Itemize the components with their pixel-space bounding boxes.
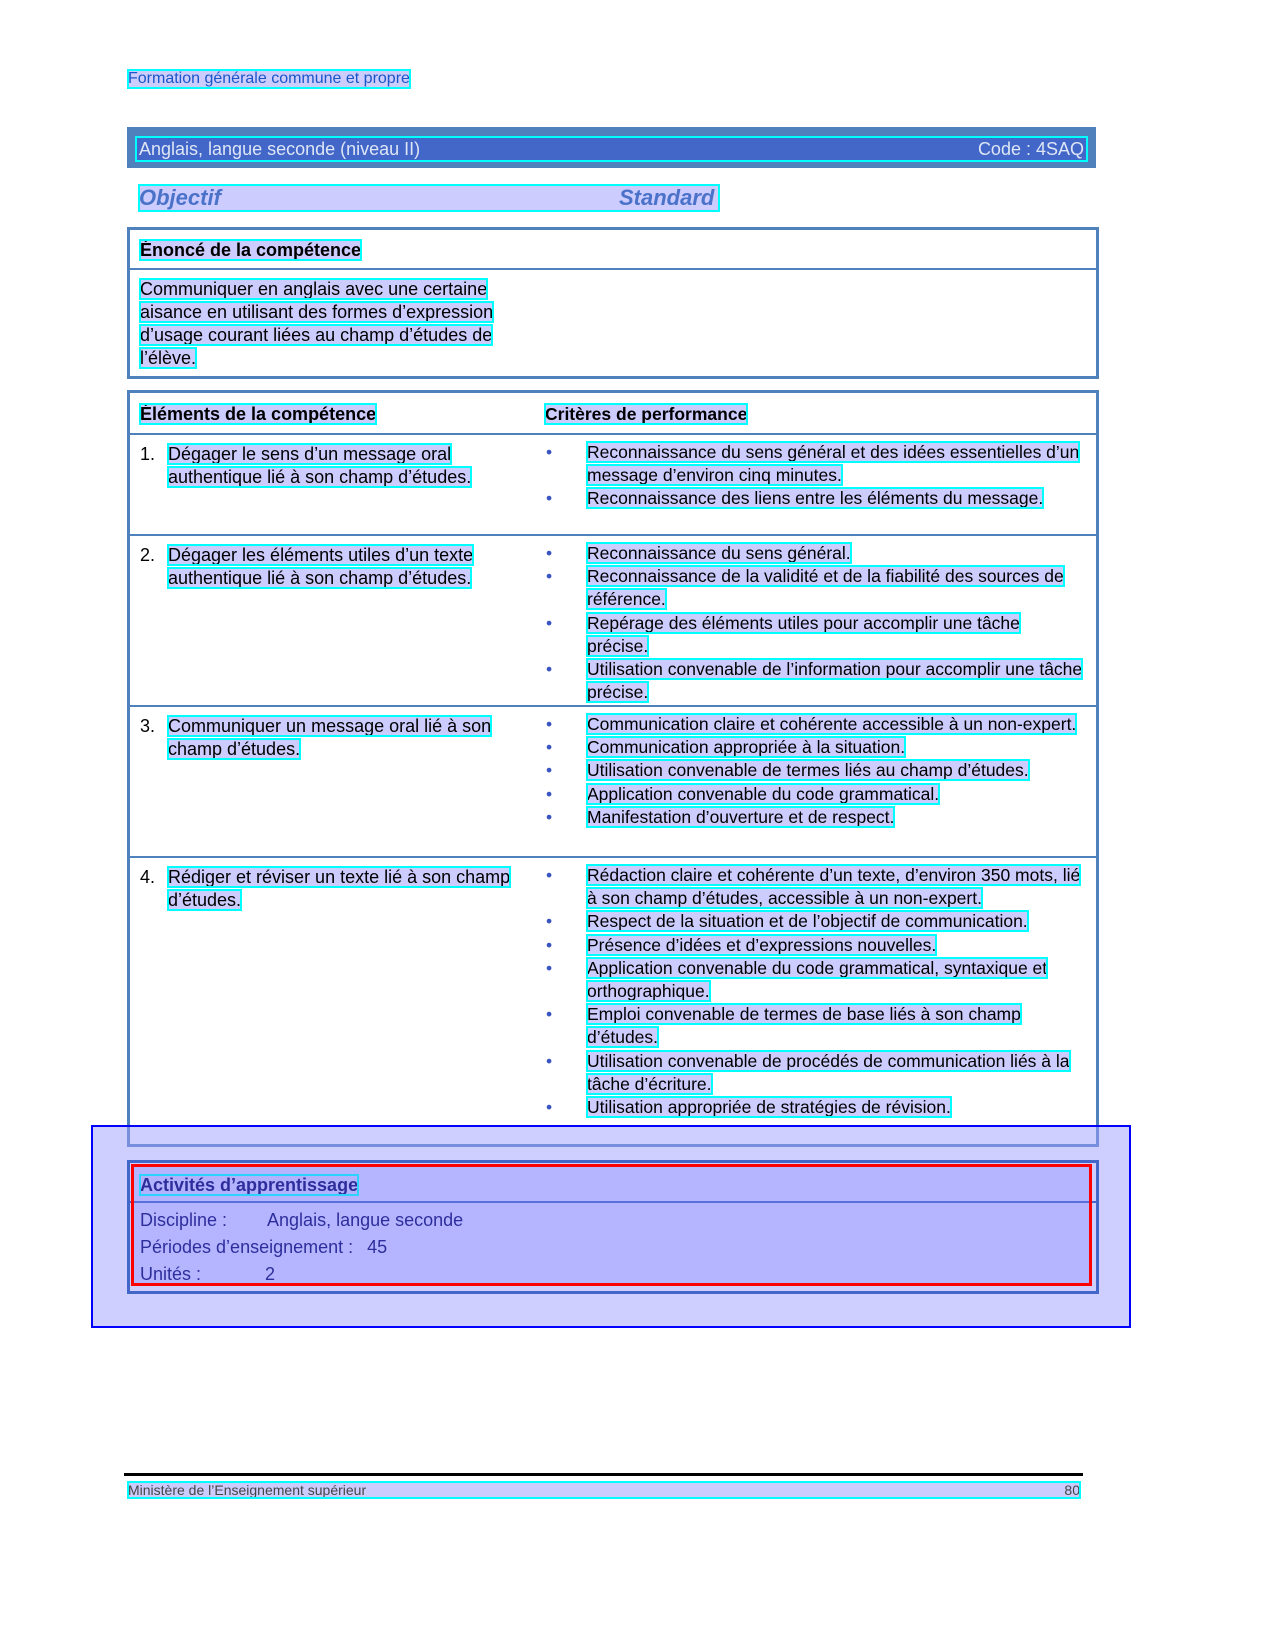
criterion-text: Repérage des éléments utiles pour accomplir une tâche précise. xyxy=(587,612,1020,656)
element-number: 3. xyxy=(140,716,156,736)
criteria-table xyxy=(127,390,1099,1147)
element-number: 4. xyxy=(140,867,156,887)
objective-standard-header xyxy=(139,185,719,211)
criterion-text: Communication appropriée à la situation. xyxy=(587,737,906,758)
statement-line: Communiquer en anglais avec une certaine xyxy=(140,279,488,299)
criterion-item xyxy=(545,736,1085,759)
criterion-item xyxy=(545,934,1085,957)
element-number: 2. xyxy=(140,545,156,565)
program-title: Formation générale commune et propre xyxy=(128,70,410,87)
units-label: Unités : xyxy=(140,1264,202,1284)
page-number: 80 xyxy=(1064,1482,1080,1498)
course-code: Code : 4SAQ xyxy=(977,139,1084,159)
criterion-text: Utilisation convenable de procédés de communication liés à la tâche d’écriture. xyxy=(587,1050,1070,1094)
element-text: Rédiger et réviser un texte lié à son champ d’études. xyxy=(168,867,511,910)
col-elements: Éléments de la compétence xyxy=(140,404,377,424)
criterion-item xyxy=(545,542,1085,565)
table-row xyxy=(130,536,1096,707)
discipline-label: Discipline : xyxy=(140,1210,228,1230)
periods-label: Périodes d’enseignement : xyxy=(140,1237,354,1257)
table-row xyxy=(130,858,1096,1144)
competency-element xyxy=(140,443,530,489)
table-header xyxy=(130,393,1096,435)
footer-ministry: Ministère de l’Enseignement supérieur xyxy=(128,1482,367,1498)
units-value: 2 xyxy=(265,1264,276,1284)
criterion-item xyxy=(545,1003,1085,1049)
standard-label: Standard xyxy=(619,185,715,210)
criterion-item xyxy=(545,565,1085,611)
statement-line: aisance en utilisant des formes d’expression xyxy=(140,302,494,322)
criterion-item xyxy=(545,910,1085,933)
statement-line: d’usage courant liées au champ d’études de xyxy=(140,325,493,345)
competency-element xyxy=(140,715,530,761)
criterion-item xyxy=(545,441,1085,487)
criterion-text: Application convenable du code grammatical. xyxy=(587,783,940,804)
criterion-text: Reconnaissance du sens général. xyxy=(587,543,851,563)
criterion-item xyxy=(545,1096,1085,1119)
criteria-list xyxy=(545,864,1085,1119)
course-bar xyxy=(127,127,1096,168)
criterion-item xyxy=(545,658,1085,704)
criteria-list xyxy=(545,713,1085,829)
element-text: Dégager les éléments utiles d’un texte authentique lié à son champ d’études. xyxy=(168,545,474,588)
activities-title: Activités d’apprentissage xyxy=(140,1175,359,1195)
criterion-text: Rédaction claire et cohérente d’un texte, d’environ 350 mots, lié à son champ d’études, accessible à un non-expert. xyxy=(587,865,1081,909)
criterion-text: Manifestation d’ouverture et de respect. xyxy=(587,806,895,827)
element-number: 1. xyxy=(140,444,156,464)
criterion-text: Communication claire et cohérente accessible à un non-expert. xyxy=(587,714,1077,734)
discipline-value: Anglais, langue seconde xyxy=(267,1210,464,1230)
criteria-list xyxy=(545,441,1085,511)
objective-label: Objectif xyxy=(139,185,221,210)
competency-element xyxy=(140,544,530,590)
criterion-text: Emploi convenable de termes de base liés à son champ d’études. xyxy=(587,1004,1021,1048)
criterion-item xyxy=(545,487,1085,510)
table-row xyxy=(130,435,1096,536)
competency-element xyxy=(140,866,530,912)
criterion-text: Reconnaissance du sens général et des idées essentielles d’un message d’environ cinq minutes. xyxy=(587,442,1080,486)
criterion-item xyxy=(545,713,1085,736)
footer-rule xyxy=(124,1473,1083,1476)
criterion-text: Reconnaissance des liens entre les éléments du message. xyxy=(587,488,1044,509)
criterion-item xyxy=(545,1050,1085,1096)
criterion-text: Respect de la situation et de l’objectif de communication. xyxy=(587,911,1028,932)
statement-title: Énoncé de la compétence xyxy=(140,240,362,260)
criterion-item xyxy=(545,759,1085,782)
footer xyxy=(128,1482,1080,1498)
criterion-text: Utilisation convenable de termes liés au champ d’études. xyxy=(587,760,1029,781)
highlight-box xyxy=(131,1164,1092,1286)
criterion-item xyxy=(545,783,1085,806)
criterion-text: Reconnaissance de la validité et de la fiabilité des sources de référence. xyxy=(587,566,1064,610)
criteria-list xyxy=(545,542,1085,704)
criterion-text: Application convenable du code grammatical, syntaxique et orthographique. xyxy=(587,957,1048,1002)
criterion-text: Utilisation appropriée de stratégies de révision. xyxy=(587,1097,951,1118)
criterion-item xyxy=(545,612,1085,658)
competency-statement xyxy=(127,227,1099,379)
element-text: Communiquer un message oral lié à son champ d’études. xyxy=(168,716,492,759)
criterion-item xyxy=(545,864,1085,910)
criterion-text: Utilisation convenable de l’information pour accomplir une tâche précise. xyxy=(587,659,1083,703)
statement-line: l’élève. xyxy=(140,348,197,368)
statement-text xyxy=(130,270,1096,378)
col-criteria: Critères de performance xyxy=(545,404,748,424)
criterion-item xyxy=(545,806,1085,829)
criterion-text: Présence d’idées et d’expressions nouvelles. xyxy=(587,934,937,955)
course-title: Anglais, langue seconde (niveau II) xyxy=(139,139,421,159)
periods-value: 45 xyxy=(367,1237,388,1257)
element-text: Dégager le sens d’un message oral authentique lié à son champ d’études. xyxy=(168,444,472,487)
criterion-item xyxy=(545,957,1085,1003)
table-row xyxy=(130,707,1096,858)
